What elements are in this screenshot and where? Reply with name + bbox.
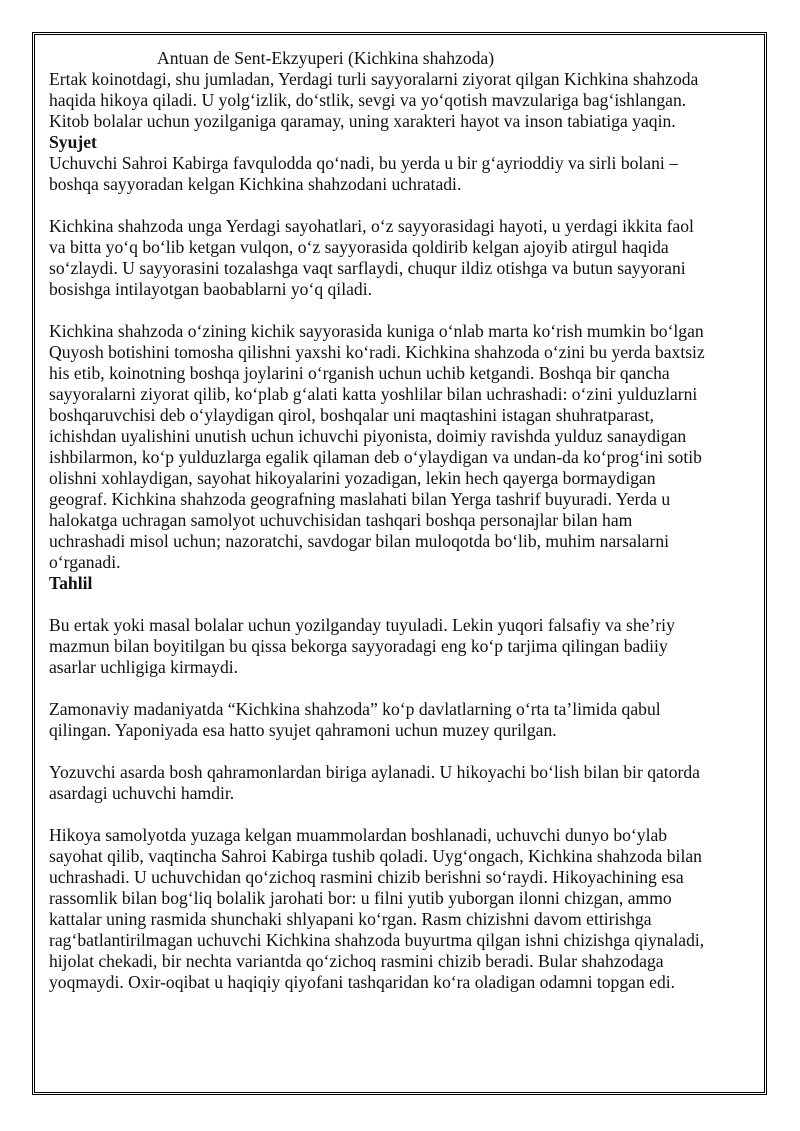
syujet-paragraph-3: Kichkina shahzoda o‘zining kichik sayyorasida kuniga o‘nlab marta ko‘rish mumkin bo‘lgan Quyosh botishini tomosha qilishni yaxshi ko‘radi. Kichkina shahzoda o‘zini bu yerda baxtsiz his etib, koinotning boshqa joylarini o‘rganish uchun uchib ketgandi. Boshqa bir qancha sayyoralarni ziyorat qilib, ko‘plab g‘alati katta yoshlilar bilan uchrashadi: o‘zini yulduzlarni boshqaruvchisi deb o‘ylaydigan qirol, boshqalar uni maqtashini istagan shuhratparast, ichishdan uyalishini unutish uchun ichuvchi piyonista, doimiy ravishda yulduz sanaydigan ishbilarmon, ko‘p yulduzlarga egalik qilaman deb o‘ylaydigan va undan-da ko‘prog‘ini sotib olishni xohlaydigan, sayohat hikoyalarini yozadigan, lekin hech qayerga bormaydigan geograf. Kichkina shahzoda geografning maslahati bilan Yerga tashrif buyuradi. Yerda u halokatga uchragan samolyot uchuvchisidan tashqari boshqa personajlar bilan ham uchrashadi misol uchun; nazoratchi, savdogar bilan muloqotda bo‘lib, muhim narsalarni o‘rganadi. bbox=[49, 321, 705, 572]
document-body bbox=[49, 48, 757, 993]
tahlil-paragraph-3: Yozuvchi asarda bosh qahramonlardan biriga aylanadi. U hikoyachi bo‘lish bilan bir qatorda asardagi uchuvchi hamdir. bbox=[49, 762, 700, 803]
syujet-paragraph-1: Uchuvchi Sahroi Kabirga favqulodda qo‘nadi, bu yerda u bir g‘ayrioddiy va sirli bolani – boshqa sayyoradan kelgan Kichkina shahzodani uchratadi. bbox=[49, 153, 678, 194]
section-heading-syujet: Syujet bbox=[49, 132, 97, 152]
document-title: Antuan de Sent-Ekzyuperi (Kichkina shahzoda) bbox=[157, 48, 495, 68]
tahlil-paragraph-4: Hikoya samolyotda yuzaga kelgan muammolardan boshlanadi, uchuvchi dunyo bo‘ylab sayohat qilib, vaqtincha Sahroi Kabirga tushib qoladi. Uyg‘ongach, Kichkina shahzoda bilan uchrashadi. U uchuvchidan qo‘zichoq rasmini chizib berishni so‘raydi. Hikoyachining esa rassomlik bilan bog‘liq bolalik jarohati bor: u filni yutib yuborgan ilonni chizgan, ammo kattalar uning rasmida shunchaki shlyapani ko‘rgan. Rasm chizishni davom ettirishga rag‘batlantirilmagan uchuvchi Kichkina shahzoda buyurtma qilgan ishni chizishga qiynaladi, hijolat chekadi, bir nechta variantda qo‘zichoq rasmini chizib beradi. Bular shahzodaga yoqmaydi. Oxir-oqibat u haqiqiy qiyofani tashqaridan ko‘ra oladigan odamni topgan edi. bbox=[49, 825, 705, 992]
intro-paragraph: Ertak koinotdagi, shu jumladan, Yerdagi turli sayyoralarni ziyorat qilgan Kichkina shahzoda haqida hikoya qiladi. U yolg‘izlik, do‘stlik, sevgi va yo‘qotish mavzulariga bag‘ishlangan. Kitob bolalar uchun yozilganiga qaramay, uning xarakteri hayot va inson tabiatiga yaqin. bbox=[49, 69, 699, 131]
tahlil-paragraph-1: Bu ertak yoki masal bolalar uchun yozilganday tuyuladi. Lekin yuqori falsafiy va she’riy mazmun bilan boyitilgan bu qissa bekorga sayyoradagi eng ko‘p tarjima qilingan badiiy asarlar uchligiga kirmaydi. bbox=[49, 615, 675, 677]
tahlil-paragraph-2: Zamonaviy madaniyatda “Kichkina shahzoda” ko‘p davlatlarning o‘rta ta’limida qabul qilingan. Yaponiyada esa hatto syujet qahramoni uchun muzey qurilgan. bbox=[49, 699, 661, 740]
syujet-paragraph-2: Kichkina shahzoda unga Yerdagi sayohatlari, o‘z sayyorasidagi hayoti, u yerdagi ikkita faol va bitta yo‘q bo‘lib ketgan vulqon, o‘z sayyorasida qoldirib kelgan ajoyib atirgul haqida so‘zlaydi. U sayyorasini tozalashga vaqt sarflaydi, chuqur ildiz otishga va butun sayyorani bosishga intilayotgan baobablarni yo‘q qiladi. bbox=[49, 216, 694, 299]
section-heading-tahlil: Tahlil bbox=[49, 573, 93, 593]
